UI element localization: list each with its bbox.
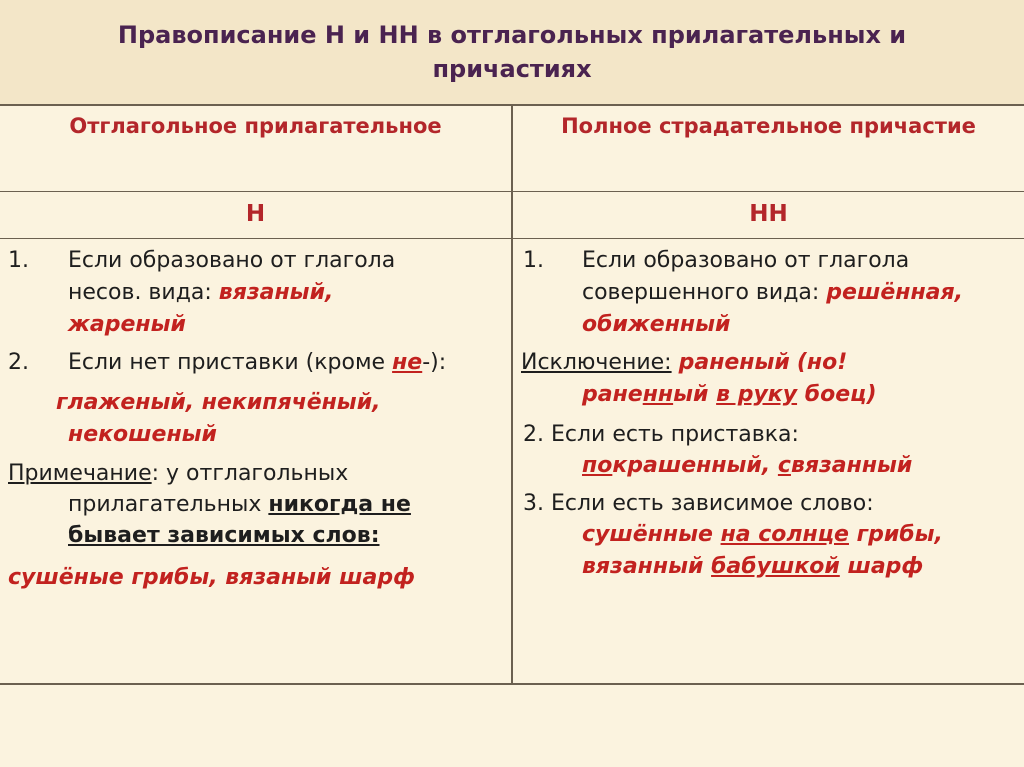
left-note-example: сушёные грибы, вязаный шарф xyxy=(8,565,415,590)
left-item2-line2: глаженый, некипячёный, xyxy=(56,390,381,415)
example-word: вязаный, xyxy=(218,280,334,305)
right-item3-line2: сушённые на солнце грибы, xyxy=(582,522,943,547)
left-item1-line3: жареный xyxy=(68,312,186,337)
right-column-header: Полное страдательное причастие xyxy=(561,114,976,138)
right-exception-line1: Исключение: раненый (но! xyxy=(521,350,848,375)
page-title: Правописание Н и НН в отглагольных прилагательных и причастиях xyxy=(117,21,907,83)
left-item2-line3: некошеный xyxy=(68,422,217,447)
left-note-line2: прилагательных никогда не xyxy=(68,492,411,517)
left-item1-text: несов. вида: xyxy=(68,280,219,305)
right-item3-line1: 3. Если есть зависимое слово: xyxy=(523,491,874,516)
right-item1-line1: Если образовано от глагола xyxy=(582,248,910,273)
right-item1-line3: обиженный xyxy=(582,312,731,337)
left-subheader: Н xyxy=(245,201,266,227)
right-item1-number: 1. xyxy=(523,248,544,273)
right-subheader: НН xyxy=(749,201,788,227)
left-note-line3: бывает зависимых слов: xyxy=(68,523,380,548)
left-item2-number: 2. xyxy=(8,350,29,375)
example-word: решённая, xyxy=(826,280,963,305)
right-item3-line3: вязанный бабушкой шарф xyxy=(582,554,924,579)
left-item1-line1: Если образовано от глагола xyxy=(68,248,396,273)
left-item1-number: 1. xyxy=(8,248,29,273)
note-label: Примечание xyxy=(8,461,152,486)
right-item1-line2: совершенного вида: решённая, xyxy=(582,280,963,305)
left-item2-line1: Если нет приставки (кроме не-): xyxy=(68,350,447,375)
right-item2-line2: покрашенный, связанный xyxy=(582,453,913,478)
left-column-header: Отглагольное прилагательное xyxy=(69,114,442,138)
column-divider xyxy=(511,104,513,685)
left-note-line1: Примечание: у отглагольных xyxy=(8,461,349,486)
exception-label: Исключение: xyxy=(521,350,672,375)
left-item1-line2 xyxy=(68,277,333,309)
right-exception-line2: раненный в руку боец) xyxy=(582,382,877,407)
ne-prefix: не xyxy=(392,350,423,375)
right-item2-line1: 2. Если есть приставка: xyxy=(523,422,799,447)
